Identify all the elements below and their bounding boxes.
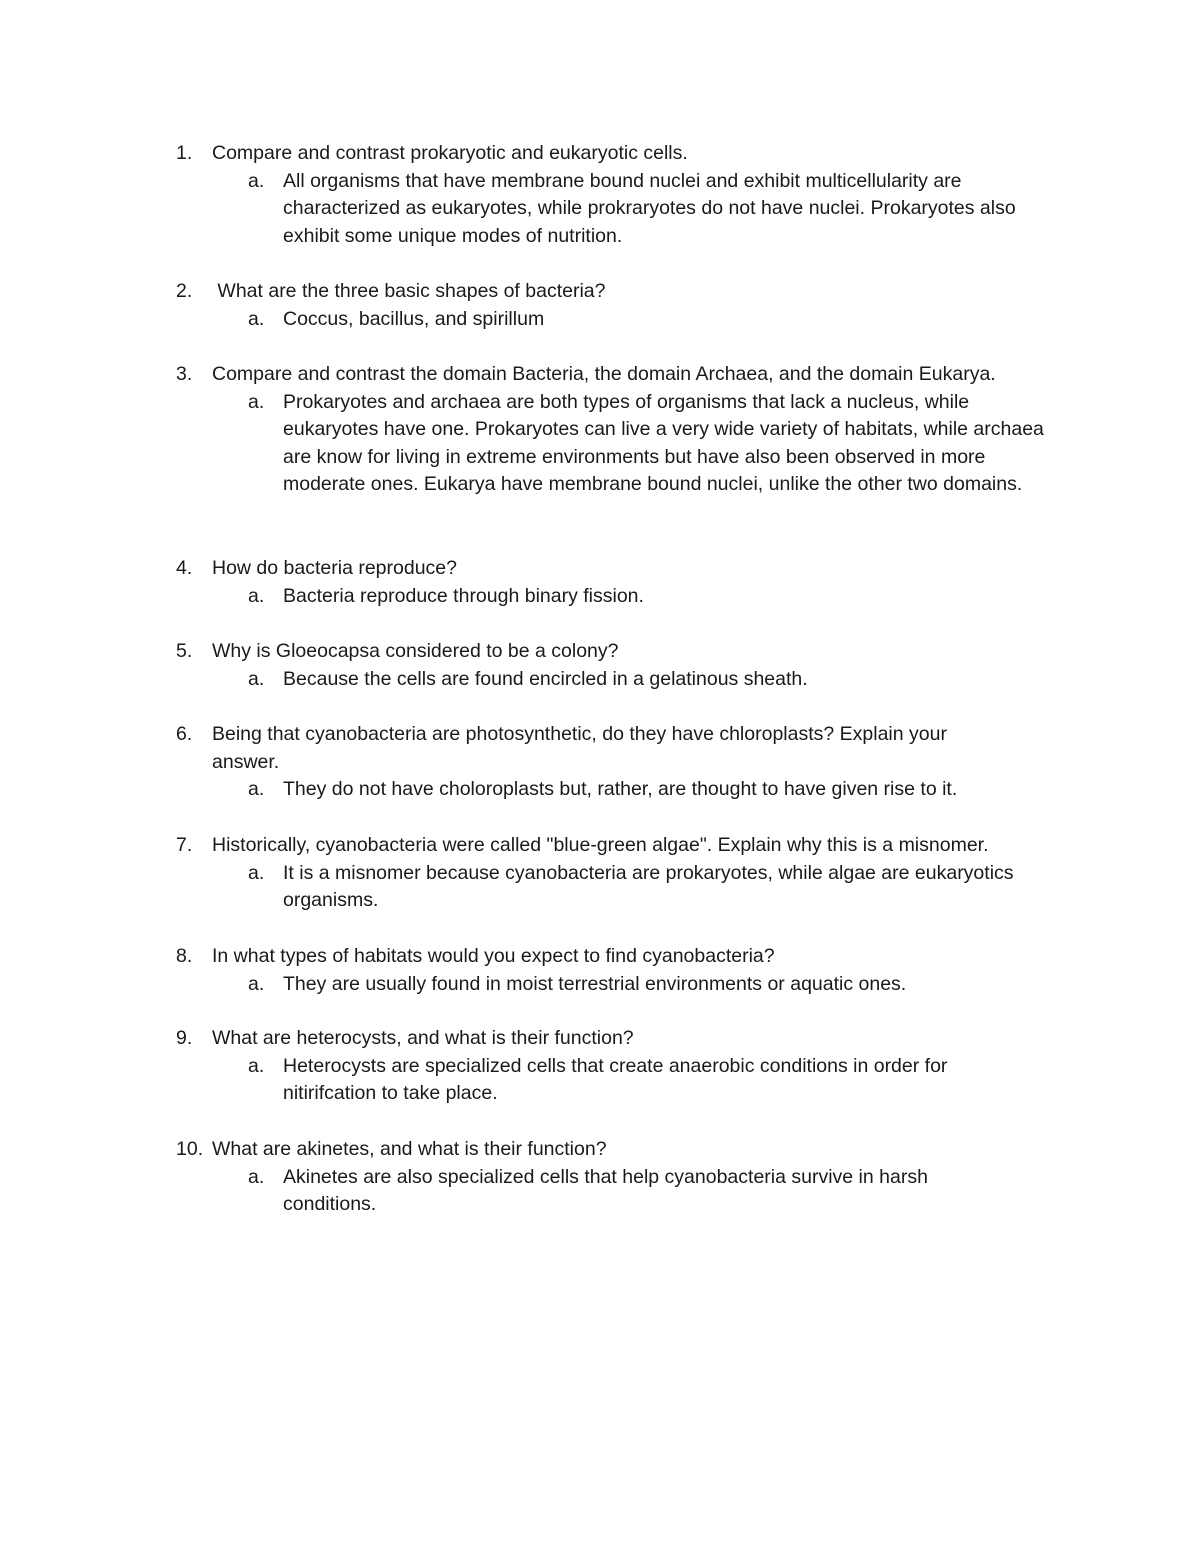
- question-item-5: [0, 638, 1200, 693]
- answer-text: Prokaryotes and archaea are both types of organisms that lack a nucleus, while eukaryotes have one. Prokaryotes can live a very wide variety of habitats, while archaea are know for living in extreme environments but have also been observed in more moderate ones. Eukarya have membrane bound nuclei, unlike the other two domains.: [283, 390, 1044, 496]
- question: [0, 943, 1200, 971]
- question: [0, 638, 1200, 666]
- answer-letter: a.: [248, 972, 265, 995]
- answer-text: Bacteria reproduce through binary fission.: [283, 584, 644, 607]
- question-text: How do bacteria reproduce?: [212, 557, 457, 579]
- answer-text: They do not have choloroplasts but, rather, are thought to have given rise to it.: [283, 778, 958, 801]
- question: [0, 1025, 1200, 1053]
- answer-text: Coccus, bacillus, and spirillum: [283, 307, 545, 330]
- question-item-3: [0, 361, 1200, 499]
- question-text: Historically, cyanobacteria were called "blue-green algae". Explain why this is a misnomer.: [212, 834, 989, 856]
- question-number: 6.: [176, 723, 193, 745]
- answer-text: Akinetes are also specialized cells that help cyanobacteria survive in harsh conditions.: [283, 1165, 928, 1216]
- answer-letter: a.: [248, 778, 265, 801]
- question-number: 10.: [176, 1138, 204, 1160]
- question-text: Why is Gloeocapsa considered to be a colony?: [212, 640, 619, 662]
- question-number: 4.: [176, 557, 193, 579]
- question-text: What are akinetes, and what is their function?: [212, 1138, 607, 1160]
- question-text: What are heterocysts, and what is their function?: [212, 1027, 634, 1049]
- question: [0, 140, 1200, 168]
- answer-text: Because the cells are found encircled in a gelatinous sheath.: [283, 667, 808, 690]
- answer-letter: a.: [248, 861, 265, 884]
- question: [0, 1136, 1200, 1164]
- answer-letter: a.: [248, 1165, 265, 1188]
- question-text: Compare and contrast the domain Bacteria, the domain Archaea, and the domain Eukarya.: [212, 363, 996, 385]
- answer-text: All organisms that have membrane bound nuclei and exhibit multicellularity are characterized as eukaryotes, while prokraryotes do not have nuclei. Prokaryotes also exhibit some unique modes of nutrition.: [283, 169, 1016, 247]
- answer: [0, 860, 1200, 915]
- answer-letter: a.: [248, 390, 265, 413]
- question-number: 1.: [176, 142, 193, 164]
- question-number: 8.: [176, 945, 193, 967]
- question-text: In what types of habitats would you expect to find cyanobacteria?: [212, 945, 775, 967]
- answer: [0, 971, 1200, 999]
- question-item-9: [0, 1025, 1200, 1108]
- answer-letter: a.: [248, 584, 265, 607]
- question-item-4: [0, 555, 1200, 610]
- question-item-2: [0, 278, 1200, 333]
- question-text: Being that cyanobacteria are photosynthetic, do they have chloroplasts? Explain your answer.: [212, 723, 947, 773]
- question: [0, 832, 1200, 860]
- answer-letter: a.: [248, 307, 265, 330]
- question-text: What are the three basic shapes of bacteria?: [212, 280, 606, 302]
- question: [0, 278, 1200, 306]
- question: [0, 721, 1200, 776]
- answer: [0, 666, 1200, 694]
- question-number: 7.: [176, 834, 193, 856]
- answer: [0, 583, 1200, 611]
- question-item-6: [0, 721, 1200, 804]
- question-item-8: [0, 943, 1200, 998]
- answer: [0, 306, 1200, 334]
- question: [0, 361, 1200, 389]
- question: [0, 555, 1200, 583]
- question-text: Compare and contrast prokaryotic and eukaryotic cells.: [212, 142, 688, 164]
- question-item-7: [0, 832, 1200, 915]
- answer-letter: a.: [248, 667, 265, 690]
- answer-letter: a.: [248, 169, 265, 192]
- question-number: 5.: [176, 640, 193, 662]
- answer: [0, 1053, 1200, 1108]
- answer-text: Heterocysts are specialized cells that create anaerobic conditions in order for nitirifcation to take place.: [283, 1054, 948, 1105]
- question-number: 9.: [176, 1027, 193, 1049]
- answer-text: They are usually found in moist terrestrial environments or aquatic ones.: [283, 972, 907, 995]
- answer-letter: a.: [248, 1054, 265, 1077]
- question-number: 3.: [176, 363, 193, 385]
- answer: [0, 389, 1200, 499]
- question-item-10: [0, 1136, 1200, 1219]
- answer: [0, 168, 1200, 251]
- answer: [0, 1164, 1200, 1219]
- answer-text: It is a misnomer because cyanobacteria are prokaryotes, while algae are eukaryotics organisms.: [283, 861, 1014, 912]
- answer: [0, 776, 1200, 804]
- question-number: 2.: [176, 280, 193, 302]
- question-item-1: [0, 140, 1200, 250]
